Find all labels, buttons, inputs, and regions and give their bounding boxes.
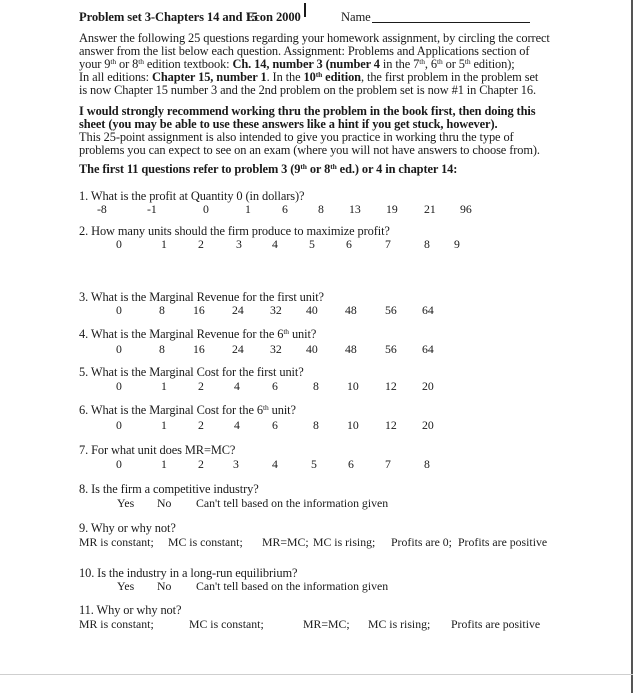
- q3-option[interactable]: 0: [116, 303, 122, 317]
- question-9: 9. Why or why not?: [79, 521, 176, 535]
- q2-option[interactable]: 2: [198, 237, 204, 251]
- q5-option[interactable]: 0: [116, 379, 122, 393]
- note-line-4: problems you can expect to see on an exam (where you will not have answers to choose from).: [79, 143, 540, 157]
- q9-option[interactable]: Profits are positive: [458, 535, 548, 549]
- q4-option[interactable]: 0: [116, 342, 122, 356]
- q5-option[interactable]: 1: [161, 379, 167, 393]
- q1-option[interactable]: 19: [386, 202, 398, 216]
- name-label: Name: [341, 10, 371, 24]
- q1-option[interactable]: 6: [282, 202, 288, 216]
- q6-option[interactable]: 0: [116, 418, 122, 432]
- q9-option[interactable]: MC is constant;: [168, 535, 243, 549]
- q7-option[interactable]: 0: [116, 457, 122, 471]
- q1-option[interactable]: 21: [424, 202, 436, 216]
- q5-option[interactable]: 10: [347, 379, 359, 393]
- q9-option[interactable]: MR is constant;: [79, 535, 154, 549]
- question-4: 4. What is the Marginal Revenue for the 6th unit?: [79, 327, 317, 341]
- q2-option[interactable]: 0: [116, 237, 122, 251]
- intro-line-2: answer from the list below each question. Assignment: Problems and Applications section of: [79, 44, 530, 58]
- page-bottom-divider: [0, 674, 633, 675]
- q11-option[interactable]: MC is rising;: [368, 617, 431, 631]
- intro-line-3: your 9th or 8th edition textbook: Ch. 14, number 3 (number 4 in the 7th, 6th or 5th edition);: [79, 57, 515, 71]
- q7-option[interactable]: 7: [385, 457, 391, 471]
- q3-option[interactable]: 16: [193, 303, 205, 317]
- q3-option[interactable]: 24: [232, 303, 244, 317]
- q7-option[interactable]: 5: [311, 457, 317, 471]
- q6-option[interactable]: 6: [272, 418, 278, 432]
- q6-option[interactable]: 20: [422, 418, 434, 432]
- q4-option[interactable]: 8: [159, 342, 165, 356]
- question-11: 11. Why or why not?: [79, 603, 182, 617]
- question-1: 1. What is the profit at Quantity 0 (in dollars)?: [79, 189, 305, 203]
- q1-option[interactable]: 13: [349, 202, 361, 216]
- q6-option[interactable]: 8: [313, 418, 319, 432]
- intro-line-4: In all editions: Chapter 15, number 1. In the 10th edition, the first problem in the problem set: [79, 70, 539, 84]
- q6-option[interactable]: 12: [385, 418, 397, 432]
- q2-option[interactable]: 9: [454, 237, 460, 251]
- scan-mark: [304, 3, 306, 17]
- question-7: 7. For what unit does MR=MC?: [79, 443, 236, 457]
- q1-option[interactable]: 0: [203, 202, 209, 216]
- q5-option[interactable]: 20: [422, 379, 434, 393]
- q5-option[interactable]: 8: [313, 379, 319, 393]
- q1-option[interactable]: 8: [318, 202, 324, 216]
- question-2: 2. How many units should the firm produce to maximize profit?: [79, 224, 390, 238]
- q5-option[interactable]: 12: [385, 379, 397, 393]
- question-5: 5. What is the Marginal Cost for the first unit?: [79, 365, 304, 379]
- q6-option[interactable]: 10: [347, 418, 359, 432]
- q9-option[interactable]: MR=MC;: [262, 535, 309, 549]
- q5-option[interactable]: 2: [198, 379, 204, 393]
- section-heading: The first 11 questions refer to problem 3 (9th or 8th ed.) or 4 in chapter 14:: [79, 162, 458, 176]
- q7-option[interactable]: 2: [198, 457, 204, 471]
- q2-option[interactable]: 5: [309, 237, 315, 251]
- intro-line-1: Answer the following 25 questions regarding your homework assignment, by circling the correct: [79, 31, 550, 45]
- note-line-3: This 25-point assignment is also intended to give you practice in working thru the type of: [79, 130, 514, 144]
- question-10: 10. Is the industry in a long-run equilibrium?: [79, 566, 298, 580]
- q1-option[interactable]: 96: [460, 202, 472, 216]
- q2-option[interactable]: 3: [236, 237, 242, 251]
- q6-option[interactable]: 2: [198, 418, 204, 432]
- q7-option[interactable]: 6: [348, 457, 354, 471]
- q9-option[interactable]: MC is rising;: [313, 535, 376, 549]
- q11-option[interactable]: Profits are positive: [451, 617, 541, 631]
- q3-option[interactable]: 64: [422, 303, 434, 317]
- q7-option[interactable]: 1: [161, 457, 167, 471]
- question-8: 8. Is the firm a competitive industry?: [79, 482, 259, 496]
- q11-option[interactable]: MR is constant;: [79, 617, 154, 631]
- q3-option[interactable]: 8: [159, 303, 165, 317]
- q5-option[interactable]: 4: [234, 379, 240, 393]
- question-6: 6. What is the Marginal Cost for the 6th unit?: [79, 403, 296, 417]
- q4-option[interactable]: 16: [193, 342, 205, 356]
- q4-option[interactable]: 48: [345, 342, 357, 356]
- note-line-1: I would strongly recommend working thru the problem in the book first, then doing this: [79, 104, 536, 118]
- course-label: Econ 2000: [246, 10, 301, 24]
- q3-option[interactable]: 32: [270, 303, 282, 317]
- q8-option-cant-tell[interactable]: Can't tell based on the information given: [196, 496, 389, 510]
- worksheet-title: Problem set 3-Chapters 14 and 15: [79, 10, 258, 24]
- q1-option[interactable]: -8: [97, 202, 107, 216]
- q6-option[interactable]: 4: [234, 418, 240, 432]
- q7-option[interactable]: 8: [424, 457, 430, 471]
- name-blank-line: [372, 22, 530, 23]
- q4-option[interactable]: 24: [232, 342, 244, 356]
- q1-option[interactable]: 1: [245, 202, 251, 216]
- q11-option[interactable]: MR=MC;: [303, 617, 350, 631]
- q9-option[interactable]: Profits are 0;: [391, 535, 452, 549]
- q8-option-yes[interactable]: Yes: [117, 496, 135, 510]
- q2-option[interactable]: 8: [424, 237, 430, 251]
- intro-line-5: is now Chapter 15 number 3 and the 2nd problem on the problem set is now #1 in Chapter 16.: [79, 83, 536, 97]
- q2-option[interactable]: 6: [346, 237, 352, 251]
- q11-option[interactable]: MC is constant;: [189, 617, 264, 631]
- note-line-2: sheet (you may be able to use these answers like a hint if you get stuck, however).: [79, 117, 498, 131]
- q6-option[interactable]: 1: [161, 418, 167, 432]
- q4-option[interactable]: 32: [270, 342, 282, 356]
- q3-option[interactable]: 40: [306, 303, 318, 317]
- q4-option[interactable]: 56: [385, 342, 397, 356]
- q4-option[interactable]: 64: [422, 342, 434, 356]
- q10-option-yes[interactable]: Yes: [117, 579, 135, 593]
- q10-option-no[interactable]: No: [157, 579, 172, 593]
- q7-option[interactable]: 3: [233, 457, 239, 471]
- q3-option[interactable]: 56: [385, 303, 397, 317]
- q3-option[interactable]: 48: [345, 303, 357, 317]
- q5-option[interactable]: 6: [272, 379, 278, 393]
- q2-option[interactable]: 4: [272, 237, 278, 251]
- q7-option[interactable]: 4: [272, 457, 278, 471]
- q1-option[interactable]: -1: [147, 202, 157, 216]
- q8-option-no[interactable]: No: [157, 496, 172, 510]
- q2-option[interactable]: 7: [385, 237, 391, 251]
- q10-option-cant-tell[interactable]: Can't tell based on the information given: [196, 579, 389, 593]
- question-3: 3. What is the Marginal Revenue for the first unit?: [79, 290, 324, 304]
- q2-option[interactable]: 1: [161, 237, 167, 251]
- q4-option[interactable]: 40: [306, 342, 318, 356]
